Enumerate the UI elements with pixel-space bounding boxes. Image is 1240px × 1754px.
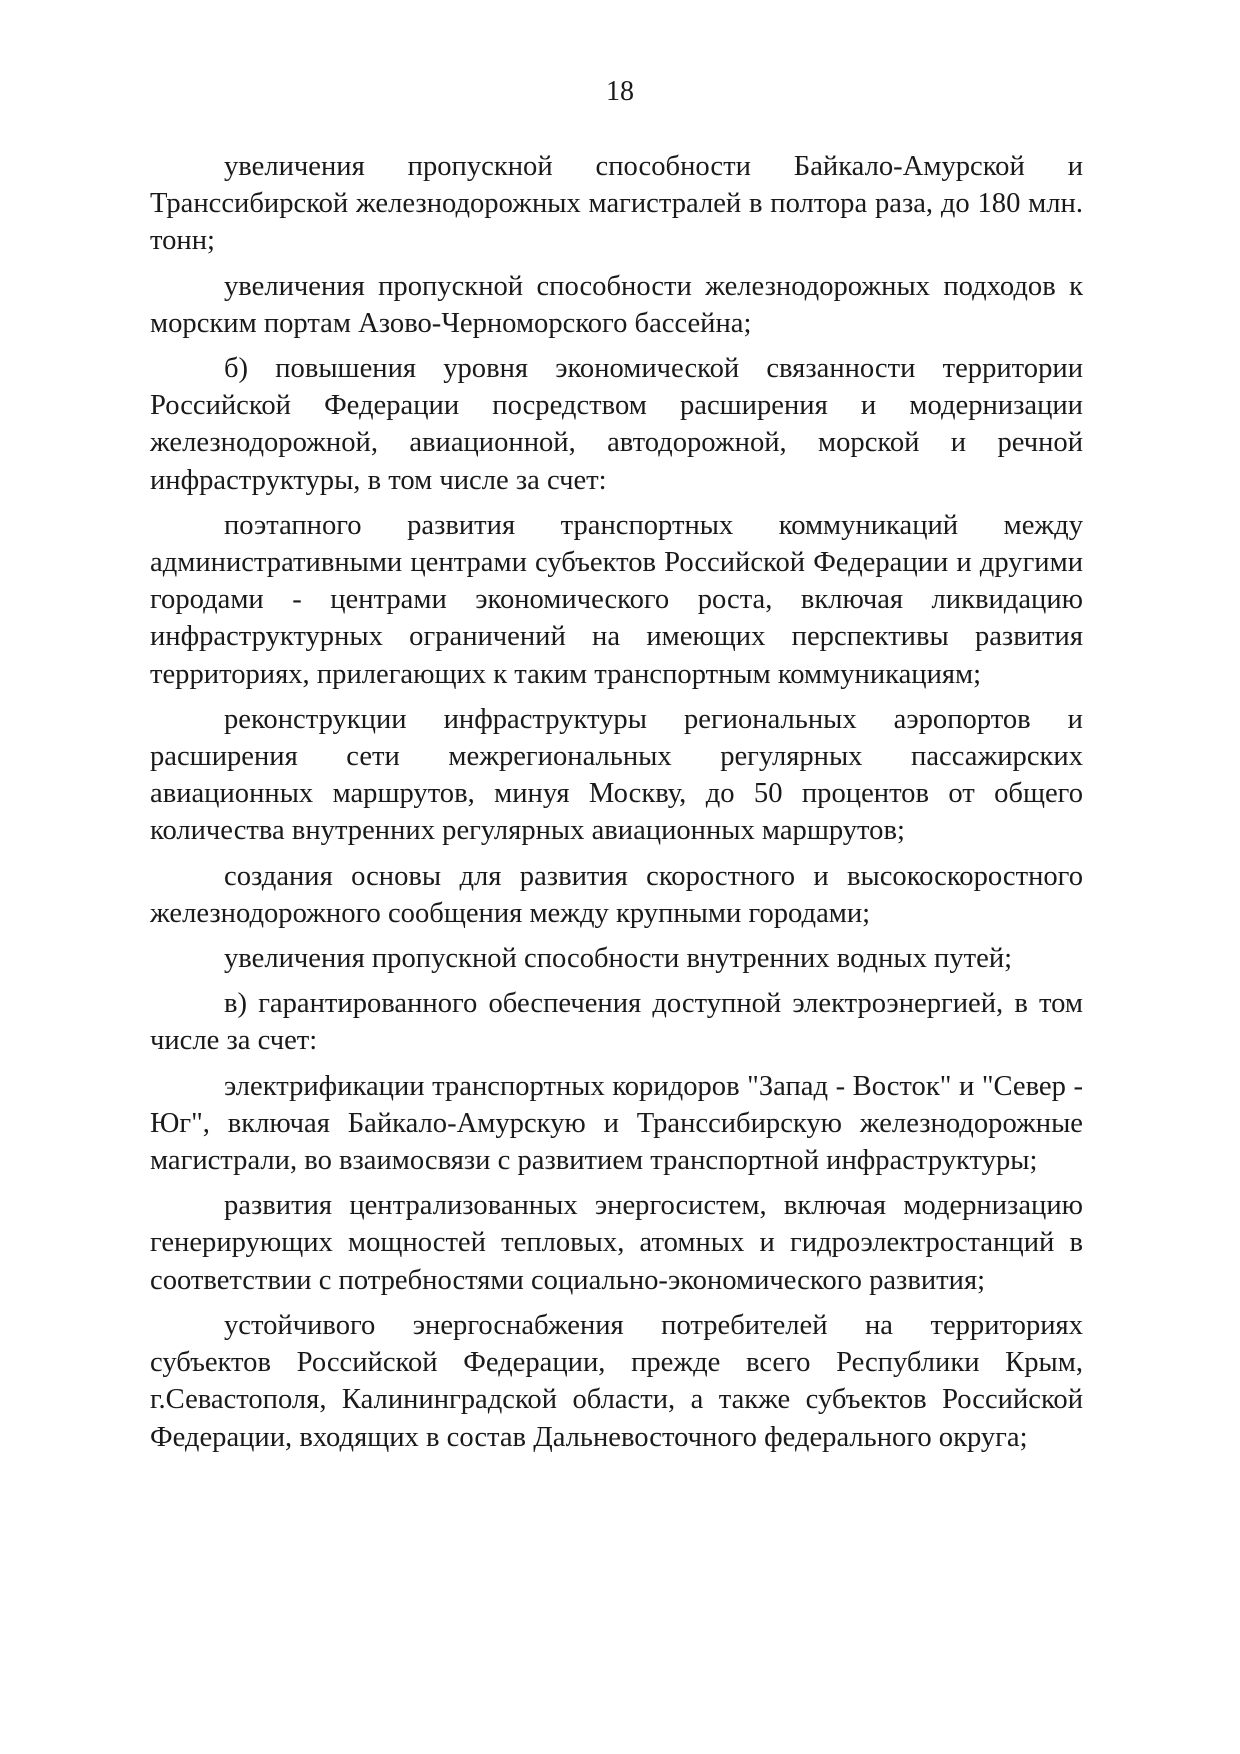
paragraph-item-v-electricity: в) гарантированного обеспечения доступной электроэнергией, в том числе за счет: [150,988,1083,1057]
paragraph-high-speed-rail: создания основы для развития скоростного и высокоскоростного железнодорожного сообщения между крупными городами; [150,860,1083,929]
body-text [150,148,1083,1464]
paragraph-transport-communications: поэтапного развития транспортных коммуникаций между административными центрами субъектов Российской Федерации и другими городами - центрами экономического роста, включая ликвидацию инфраструктурных ограничений на имеющих перспективы развития территориях, прилегающих к таким транспортным коммуникациям; [150,509,1083,690]
paragraph-azov-black-sea-ports: увеличения пропускной способности железнодорожных подходов к морским портам Азово-Черноморского бассейна; [150,270,1083,339]
paragraph-centralized-power-systems: развития централизованных энергосистем, включая модернизацию генерирующих мощностей тепловых, атомных и гидроэлектростанций в соответствии с потребностями социально-экономического развития; [150,1190,1083,1296]
paragraph-bam-transsib-capacity: увеличения пропускной способности Байкало-Амурской и Транссибирской железнодорожных магистралей в полтора раза, до 180 млн. тонн; [150,151,1083,257]
paragraph-inland-waterways: увеличения пропускной способности внутренних водных путей; [224,943,1013,975]
page-number: 18 [606,76,634,107]
paragraph-regional-airports: реконструкции инфраструктуры региональных аэропортов и расширения сети межрегиональных регулярных пассажирских авиационных маршрутов, минуя Москву, до 50 процентов от общего количества внутренних регулярных авиационных маршрутов; [150,703,1083,847]
paragraph-item-b-connectivity: б) повышения уровня экономической связанности территории Российской Федерации посредством расширения и модернизации железнодорожной, авиационной, автодорожной, морской и речной инфраструктуры, в том числе за счет: [150,353,1083,496]
paragraph-sustainable-power-supply: устойчивого энергоснабжения потребителей на территориях субъектов Российской Федерации, прежде всего Республики Крым, г.Севастополя, Калининградской области, а также субъектов Российской Федерации, входящих в состав Дальневосточного федерального округа; [150,1309,1083,1453]
paragraph-corridor-electrification: электрификации транспортных коридоров "Запад - Восток" и "Север - Юг", включая Байкало-Амурскую и Транссибирскую железнодорожные магистрали, во взаимосвязи с развитием транспортной инфраструктуры; [150,1070,1083,1177]
